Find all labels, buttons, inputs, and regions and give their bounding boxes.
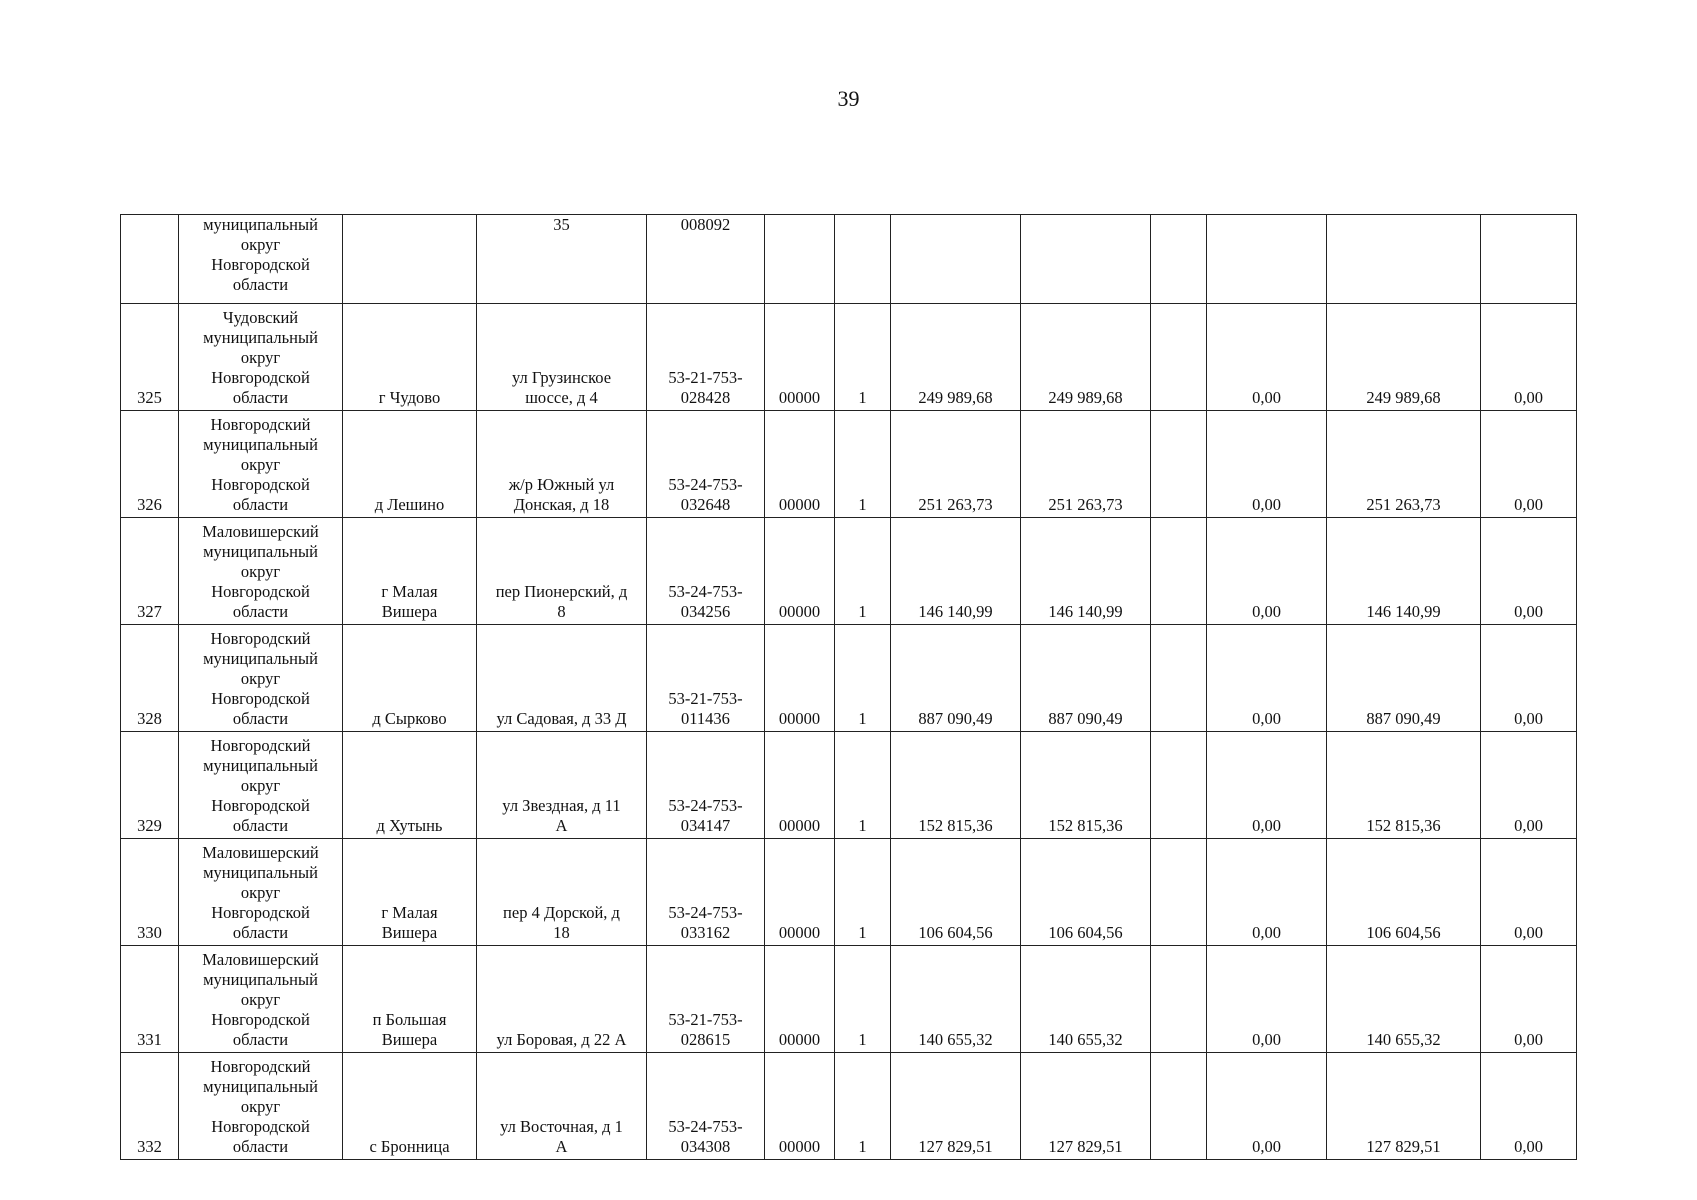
cell-c9: 127 829,51 [1021,1053,1151,1160]
cell-c8: 249 989,68 [891,304,1021,411]
cell-c11: 0,00 [1207,839,1327,946]
table-row [121,1053,1577,1160]
table-row [121,518,1577,625]
cell-num: 325 [121,304,179,411]
cell-code: 53-21-753- 028615 [647,946,765,1053]
cell-c13: 0,00 [1481,732,1577,839]
cell-code: 008092 [647,215,765,304]
cell-c10 [1151,946,1207,1053]
cell-address: пер Пионерский, д 8 [477,518,647,625]
table-row [121,304,1577,411]
cell-c7 [835,215,891,304]
cell-num: 326 [121,411,179,518]
cell-num: 329 [121,732,179,839]
cell-c12: 251 263,73 [1327,411,1481,518]
cell-c8: 887 090,49 [891,625,1021,732]
cell-address: ул Садовая, д 33 Д [477,625,647,732]
cell-address: ул Грузинское шоссе, д 4 [477,304,647,411]
cell-c7: 1 [835,411,891,518]
cell-c12: 146 140,99 [1327,518,1481,625]
cell-c11: 0,00 [1207,732,1327,839]
cell-c11: 0,00 [1207,518,1327,625]
cell-c9: 249 989,68 [1021,304,1151,411]
cell-c10 [1151,215,1207,304]
cell-code: 53-21-753- 011436 [647,625,765,732]
cell-c6: 00000 [765,411,835,518]
cell-address: пер 4 Дорской, д 18 [477,839,647,946]
cell-locality: д Сырково [343,625,477,732]
cell-municipality: Маловишерский муниципальный округ Новгородской области [179,946,343,1053]
cell-municipality: Чудовский муниципальный округ Новгородской области [179,304,343,411]
cell-code: 53-24-753- 032648 [647,411,765,518]
cell-c8: 152 815,36 [891,732,1021,839]
cell-locality: д Лешино [343,411,477,518]
cell-locality: д Хутынь [343,732,477,839]
cell-c9: 887 090,49 [1021,625,1151,732]
cell-address: 35 [477,215,647,304]
cell-c9: 146 140,99 [1021,518,1151,625]
cell-c6: 00000 [765,518,835,625]
cell-address: ул Звездная, д 11 А [477,732,647,839]
cell-locality: г Чудово [343,304,477,411]
cell-c8: 251 263,73 [891,411,1021,518]
table-row [121,411,1577,518]
cell-num: 327 [121,518,179,625]
registry-table [120,214,1577,1160]
cell-locality: п Большая Вишера [343,946,477,1053]
cell-municipality: Новгородский муниципальный округ Новгородской области [179,1053,343,1160]
cell-c8 [891,215,1021,304]
cell-num: 328 [121,625,179,732]
cell-c10 [1151,411,1207,518]
cell-c9: 251 263,73 [1021,411,1151,518]
cell-municipality: Новгородский муниципальный округ Новгородской области [179,732,343,839]
cell-c8: 127 829,51 [891,1053,1021,1160]
cell-code: 53-24-753- 034256 [647,518,765,625]
cell-municipality: муниципальный округ Новгородской области [179,215,343,304]
cell-c8: 146 140,99 [891,518,1021,625]
cell-code: 53-24-753- 033162 [647,839,765,946]
cell-c12 [1327,215,1481,304]
cell-municipality: Маловишерский муниципальный округ Новгородской области [179,518,343,625]
cell-c6: 00000 [765,304,835,411]
table-row-continuation [121,215,1577,304]
cell-code: 53-24-753- 034308 [647,1053,765,1160]
cell-c9: 152 815,36 [1021,732,1151,839]
table-row [121,732,1577,839]
cell-address: ул Боровая, д 22 А [477,946,647,1053]
cell-c12: 249 989,68 [1327,304,1481,411]
cell-c13: 0,00 [1481,625,1577,732]
cell-c13: 0,00 [1481,946,1577,1053]
cell-num: 332 [121,1053,179,1160]
cell-c12: 127 829,51 [1327,1053,1481,1160]
cell-num: 331 [121,946,179,1053]
cell-c13: 0,00 [1481,1053,1577,1160]
cell-c11: 0,00 [1207,304,1327,411]
cell-c10 [1151,304,1207,411]
cell-c7: 1 [835,839,891,946]
cell-c8: 140 655,32 [891,946,1021,1053]
cell-c13: 0,00 [1481,839,1577,946]
cell-c8: 106 604,56 [891,839,1021,946]
cell-c10 [1151,625,1207,732]
cell-c11: 0,00 [1207,411,1327,518]
cell-c13: 0,00 [1481,304,1577,411]
page-number: 39 [837,86,860,111]
table-row [121,946,1577,1053]
cell-c12: 140 655,32 [1327,946,1481,1053]
cell-address: ул Восточная, д 1 А [477,1053,647,1160]
cell-code: 53-21-753- 028428 [647,304,765,411]
cell-c7: 1 [835,518,891,625]
cell-c12: 152 815,36 [1327,732,1481,839]
cell-c9 [1021,215,1151,304]
cell-c13 [1481,215,1577,304]
cell-c6: 00000 [765,1053,835,1160]
cell-c11: 0,00 [1207,1053,1327,1160]
cell-c6: 00000 [765,946,835,1053]
table-row [121,839,1577,946]
table-row [121,625,1577,732]
cell-c10 [1151,839,1207,946]
cell-locality [343,215,477,304]
cell-c6: 00000 [765,732,835,839]
cell-c6: 00000 [765,625,835,732]
cell-c12: 887 090,49 [1327,625,1481,732]
cell-c10 [1151,518,1207,625]
cell-c13: 0,00 [1481,518,1577,625]
cell-c7: 1 [835,1053,891,1160]
cell-municipality: Новгородский муниципальный округ Новгородской области [179,411,343,518]
cell-num: 330 [121,839,179,946]
cell-c10 [1151,732,1207,839]
cell-c10 [1151,1053,1207,1160]
cell-municipality: Маловишерский муниципальный округ Новгородской области [179,839,343,946]
cell-address: ж/р Южный ул Донская, д 18 [477,411,647,518]
cell-municipality: Новгородский муниципальный округ Новгородской области [179,625,343,732]
cell-c7: 1 [835,946,891,1053]
cell-c12: 106 604,56 [1327,839,1481,946]
cell-c7: 1 [835,304,891,411]
cell-c6 [765,215,835,304]
cell-c6: 00000 [765,839,835,946]
cell-c7: 1 [835,625,891,732]
cell-locality: г Малая Вишера [343,518,477,625]
cell-code: 53-24-753- 034147 [647,732,765,839]
cell-c13: 0,00 [1481,411,1577,518]
cell-c11: 0,00 [1207,946,1327,1053]
cell-num [121,215,179,304]
cell-c7: 1 [835,732,891,839]
cell-c9: 106 604,56 [1021,839,1151,946]
cell-c11 [1207,215,1327,304]
cell-c11: 0,00 [1207,625,1327,732]
cell-locality: г Малая Вишера [343,839,477,946]
cell-c9: 140 655,32 [1021,946,1151,1053]
cell-locality: с Бронница [343,1053,477,1160]
